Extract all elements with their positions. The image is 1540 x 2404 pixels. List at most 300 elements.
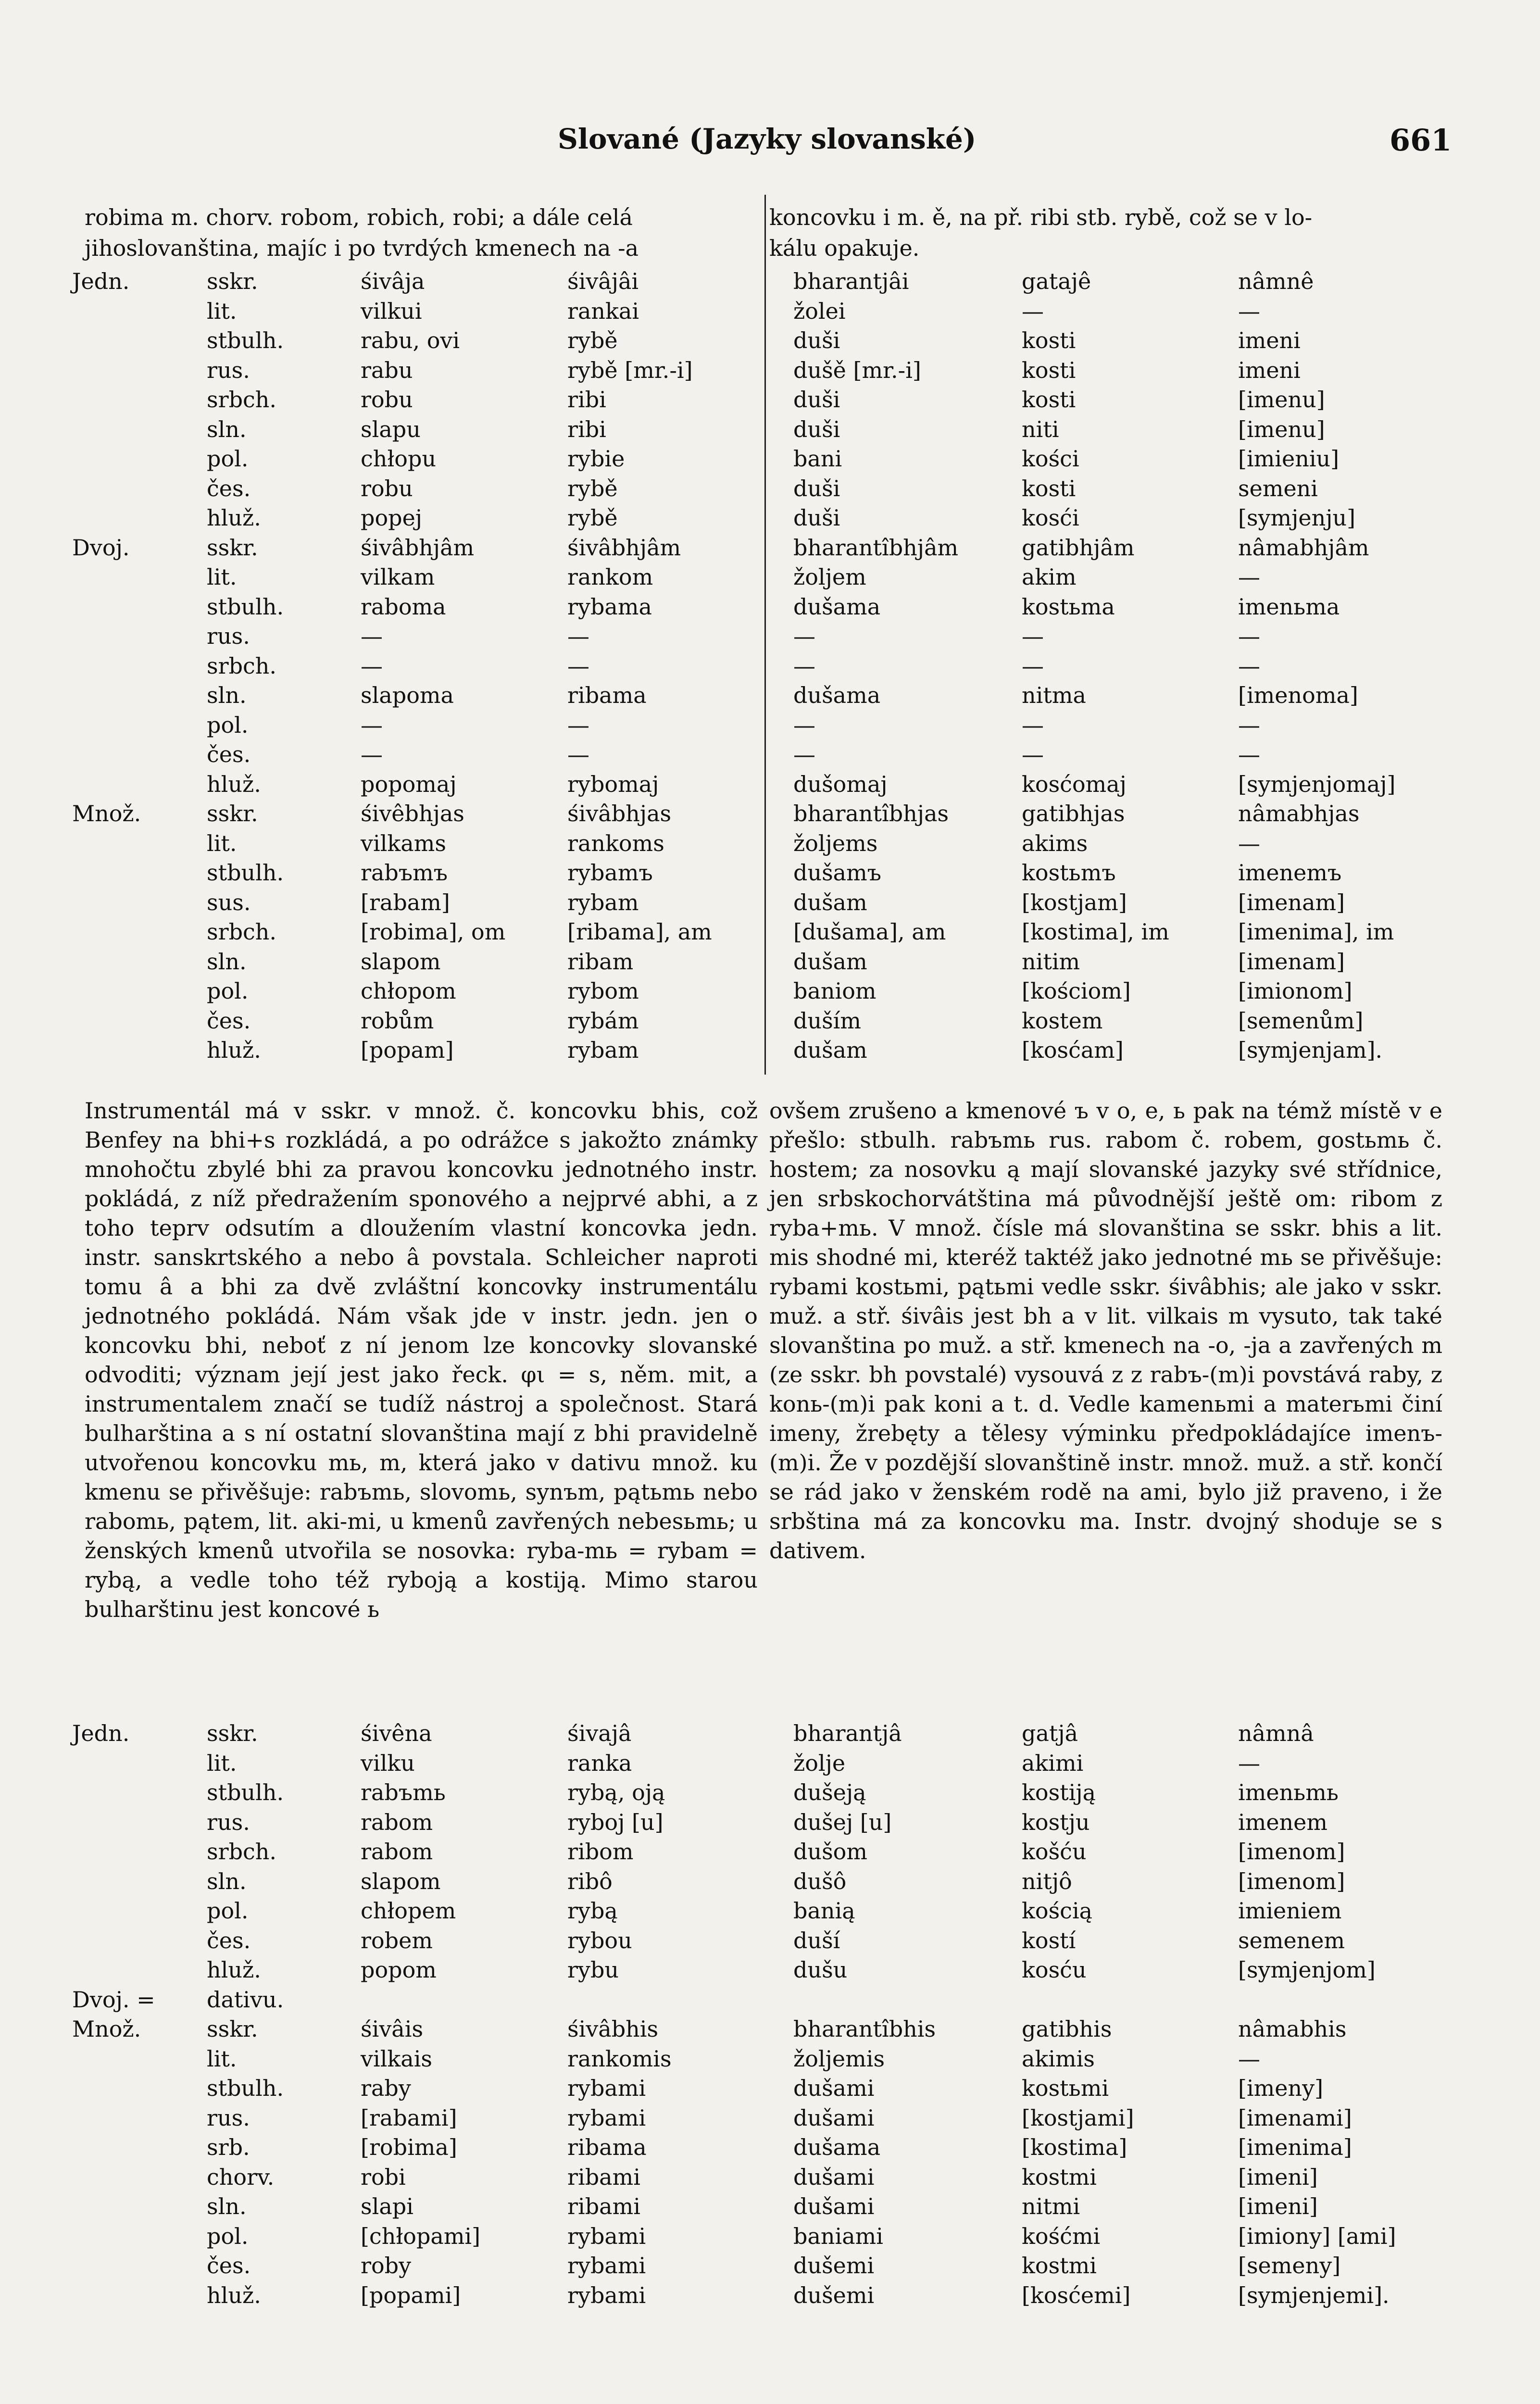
form-cell: — <box>1238 712 1260 738</box>
form-cell: [imenu] <box>1238 416 1325 442</box>
form-cell: rankom <box>567 564 653 590</box>
number-label <box>72 474 207 504</box>
form-cell: kości <box>1022 446 1079 472</box>
form-cell: popom <box>361 1957 437 1983</box>
form-cell: śivâbhis <box>567 2016 659 2042</box>
form-cell: — <box>567 652 589 679</box>
form-cell: dušam <box>793 1037 867 1063</box>
number-label: Množ. <box>72 2016 141 2042</box>
form-cell: [imenu] <box>1238 387 1325 413</box>
number-label <box>72 592 207 622</box>
form-cell: nitma <box>1022 682 1086 708</box>
form-cell: śivâjâi <box>567 268 639 294</box>
form-cell: — <box>361 623 383 649</box>
form-cell: chłopu <box>361 446 437 472</box>
form-cell: ribom <box>567 1839 634 1865</box>
form-cell: duší <box>793 1927 840 1953</box>
form-cell: rybie <box>567 446 625 472</box>
form-cell: slapom <box>361 948 441 975</box>
form-cell: kosći <box>1022 505 1079 531</box>
form-cell: — <box>1022 741 1044 767</box>
form-cell <box>793 1985 1022 2015</box>
form-cell: vilkam <box>361 564 435 590</box>
number-label: Množ. <box>72 801 141 826</box>
form-cell: rybami <box>567 2104 646 2131</box>
form-cell: dušami <box>793 2075 875 2101</box>
table-row <box>72 1036 1440 1065</box>
form-cell: rybami <box>567 2223 646 2249</box>
language-label: stbulh. <box>207 593 284 620</box>
number-label <box>72 651 207 681</box>
form-cell: rybam <box>567 889 639 915</box>
form-cell: popej <box>361 505 423 531</box>
form-cell: — <box>361 712 383 738</box>
language-label: sus. <box>207 889 251 915</box>
form-cell: dušama <box>793 2134 881 2160</box>
table-row <box>72 2074 1440 2104</box>
form-cell: — <box>793 623 815 649</box>
form-cell: rybami <box>567 2075 646 2101</box>
form-cell: imeni <box>1238 327 1301 353</box>
form-cell: imenem <box>1238 1809 1328 1835</box>
form-cell: nâmnê <box>1238 268 1314 294</box>
form-cell: rybama <box>567 593 652 620</box>
form-cell: — <box>793 741 815 767</box>
form-cell: ribama <box>567 2134 647 2160</box>
number-label <box>72 1837 207 1867</box>
language-label: čes. <box>207 741 251 767</box>
form-cell: śivâis <box>361 2016 424 2042</box>
language-label: srbch. <box>207 919 277 945</box>
form-cell: kostьmъ <box>1022 860 1116 886</box>
form-cell: [imieniu] <box>1238 446 1340 472</box>
table-row <box>72 651 1440 681</box>
form-cell: duši <box>793 505 840 531</box>
language-label: stbulh. <box>207 327 284 353</box>
table-row <box>72 2251 1440 2281</box>
form-cell: [ribama], am <box>567 919 712 945</box>
form-cell: [imenami] <box>1238 2104 1352 2131</box>
form-cell: [rabam] <box>361 889 450 915</box>
form-cell: akimis <box>1022 2045 1095 2072</box>
language-label: stbulh. <box>207 1779 284 1805</box>
form-cell: vilkui <box>361 298 422 324</box>
form-cell: nâmabhjâm <box>1238 534 1369 561</box>
table-row <box>72 1749 1440 1778</box>
number-label <box>72 917 207 947</box>
form-cell: imieniem <box>1238 1898 1342 1924</box>
number-label <box>72 2281 207 2311</box>
language-label: sskr. <box>207 1720 258 1746</box>
table-row <box>72 297 1440 326</box>
number-label <box>72 947 207 977</box>
table-row <box>72 444 1440 474</box>
page-number: 661 <box>1390 123 1452 158</box>
form-cell: semenem <box>1238 1927 1345 1953</box>
table-row <box>72 799 1440 829</box>
table-row <box>72 1955 1440 1985</box>
instrumental-text-left <box>85 1096 758 1624</box>
language-label: lit. <box>207 564 237 590</box>
form-cell: slapoma <box>361 682 454 708</box>
number-label <box>72 1778 207 1808</box>
form-cell: rabu <box>361 357 413 383</box>
language-label: sln. <box>207 2193 247 2219</box>
form-cell: žolei <box>793 298 846 324</box>
form-cell: ribi <box>567 416 606 442</box>
form-cell: kosti <box>1022 387 1076 413</box>
form-cell: dušeją <box>793 1779 866 1805</box>
language-label: lit. <box>207 298 237 324</box>
form-cell: [symjenjemi]. <box>1238 2282 1390 2308</box>
form-cell: gatibhjâm <box>1022 534 1135 561</box>
language-label: pol. <box>207 712 249 738</box>
form-cell: žoljems <box>793 830 878 856</box>
form-cell: rankoms <box>567 830 664 856</box>
form-cell: — <box>1022 652 1044 679</box>
number-label <box>72 681 207 711</box>
form-cell: imenьmь <box>1238 1779 1339 1805</box>
number-label <box>72 2251 207 2281</box>
language-label: hluž. <box>207 1957 261 1983</box>
form-cell: śivêna <box>361 1720 432 1746</box>
form-cell: košću <box>1022 1839 1087 1865</box>
form-cell: ribam <box>567 948 634 975</box>
form-cell: nâmabhjas <box>1238 801 1360 826</box>
form-cell: robi <box>361 2164 406 2190</box>
form-cell: robu <box>361 387 413 413</box>
form-cell: — <box>1238 564 1260 590</box>
form-cell: [robima] <box>361 2134 457 2160</box>
number-label <box>72 444 207 474</box>
table-row <box>72 2133 1440 2163</box>
number-label <box>72 2192 207 2222</box>
form-cell: rybomaj <box>567 771 659 797</box>
form-cell: [chłopami] <box>361 2223 481 2249</box>
form-cell: [imenima] <box>1238 2134 1352 2160</box>
form-cell: kostьma <box>1022 593 1115 620</box>
number-label <box>72 415 207 445</box>
form-cell: robem <box>361 1927 433 1953</box>
language-label: sln. <box>207 1868 247 1894</box>
number-label <box>72 2133 207 2163</box>
form-cell: [semenům] <box>1238 1007 1364 1034</box>
form-cell: — <box>1238 623 1260 649</box>
form-cell: — <box>1238 1750 1260 1776</box>
form-cell: duším <box>793 1007 862 1034</box>
language-label: stbulh. <box>207 860 284 886</box>
language-label: sskr. <box>207 801 258 826</box>
number-label <box>72 1749 207 1778</box>
form-cell: kostí <box>1022 1927 1076 1953</box>
form-cell: rybą <box>567 1898 618 1924</box>
form-cell <box>361 1985 567 2015</box>
form-cell: [symjenju] <box>1238 505 1356 531</box>
number-label <box>72 2074 207 2104</box>
form-cell: kością <box>1022 1898 1093 1924</box>
form-cell: [dušama], am <box>793 919 946 945</box>
form-cell: dušom <box>793 1839 867 1865</box>
form-cell: bharantjâi <box>793 268 909 294</box>
form-cell: rybě [mr.-i] <box>567 357 693 383</box>
number-label <box>72 888 207 918</box>
form-cell: [imenam] <box>1238 889 1345 915</box>
number-label: Jedn. <box>72 268 130 294</box>
language-label: čes. <box>207 475 251 501</box>
form-cell: [popami] <box>361 2282 461 2308</box>
form-cell: bharantjâ <box>793 1720 902 1746</box>
language-label: sln. <box>207 416 247 442</box>
number-label <box>72 1867 207 1897</box>
table-row <box>72 1719 1440 1749</box>
table-row <box>72 681 1440 711</box>
table-row <box>72 2104 1440 2133</box>
form-cell: ribami <box>567 2193 640 2219</box>
form-cell: slapom <box>361 1868 441 1894</box>
table-row <box>72 2044 1440 2074</box>
table-row <box>72 2163 1440 2192</box>
form-cell: imenьma <box>1238 593 1340 620</box>
intro-line: jihoslovanština, majíc i po tvrdých kmenech na -a <box>85 235 639 261</box>
form-cell: [symjenjomaj] <box>1238 771 1396 797</box>
form-cell: rybom <box>567 978 639 1004</box>
form-cell <box>567 1985 793 2015</box>
form-cell: śivâbhjâm <box>361 534 475 561</box>
form-cell: akims <box>1022 830 1088 856</box>
form-cell: ribô <box>567 1868 613 1894</box>
form-cell: [kosćemi] <box>1022 2282 1131 2308</box>
form-cell: [robima], om <box>361 919 506 945</box>
form-cell: žoljemis <box>793 2045 885 2072</box>
number-label <box>72 829 207 859</box>
form-cell: dušam <box>793 889 867 915</box>
number-label <box>72 1808 207 1838</box>
form-cell: [imeni] <box>1238 2193 1318 2219</box>
table-row <box>72 829 1440 859</box>
number-label <box>72 1955 207 1985</box>
language-label: hluž. <box>207 505 261 531</box>
form-cell: — <box>1238 2045 1260 2072</box>
form-cell: robům <box>361 1007 434 1034</box>
form-cell <box>1022 1985 1238 2015</box>
number-label: Jedn. <box>72 1720 130 1746</box>
form-cell: chłopem <box>361 1898 456 1924</box>
form-cell: [kościom] <box>1022 978 1131 1004</box>
form-cell: dušama <box>793 682 881 708</box>
form-cell: žolje <box>793 1750 846 1776</box>
form-cell: dušami <box>793 2193 875 2219</box>
form-cell: [kostjami] <box>1022 2104 1134 2131</box>
form-cell: rybami <box>567 2282 646 2308</box>
form-cell: — <box>1238 652 1260 679</box>
form-cell: duši <box>793 327 840 353</box>
form-cell: rybą, oją <box>567 1779 665 1805</box>
form-cell: akim <box>1022 564 1077 590</box>
form-cell: kośćmi <box>1022 2223 1101 2249</box>
table-row <box>72 356 1440 386</box>
language-label: srb. <box>207 2134 250 2160</box>
form-cell: kostьmi <box>1022 2075 1109 2101</box>
number-label <box>72 622 207 651</box>
form-cell: — <box>1238 298 1260 324</box>
form-cell: dušamъ <box>793 860 881 886</box>
paragraph: Instrumentál má v sskr. v množ. č. koncovku bhis, což Benfey na bhi+s rozkládá, a po odrážce s jakožto známky mnohočtu zbylé bhi za pravou koncovku jednotného instr. pokládá, z níž předražením sponového a nejprvé abhi, a z toho teprv odsutím a dloužením vlastní koncovka jedn. instr. sanskrtského a nebo â povstala. Schleicher naproti tomu â a bhi za dvě zvláštní koncovky instrumentálu jednotného pokládá. Nám však jde v instr. jedn. jen o koncovku bhi, neboť z ní jenom lze koncovky slovanské odvoditi; význam její jest jako řeck. φι = s, něm. mit, a instrumentalem značí se tudíž nástroj a společnost. Stará bulharština a s ní ostatní slovanština mají z bhi pravidelně utvořenou koncovku mь, m, která jako v dativu množ. ku kmenu se přivěšuje: rabъmь, slovomь, synъm, pątьmь nebo rabomь, pątem, lit. aki-mi, u kmenů zavřených nebesьmь; u ženských kmenů utvořila se nosovka: ryba-mь = rybam = rybą, a vedle toho též ryboją a kostiją. Mimo starou bulharštinu jest koncové ь <box>85 1098 758 1622</box>
form-cell: [imenoma] <box>1238 682 1358 708</box>
table-row <box>72 2281 1440 2311</box>
form-cell: rabom <box>361 1809 433 1835</box>
form-cell: rybam <box>567 1037 639 1063</box>
number-label <box>72 1036 207 1065</box>
form-cell: kosćomaj <box>1022 771 1127 797</box>
language-label: čes. <box>207 1927 251 1953</box>
form-cell: kostmi <box>1022 2253 1097 2279</box>
number-label <box>72 1006 207 1036</box>
number-label: Dvoj. = <box>72 1986 155 2013</box>
table-row <box>72 770 1440 800</box>
form-cell: rabъmь <box>361 1779 446 1805</box>
language-label: rus. <box>207 1809 250 1835</box>
form-cell: baniami <box>793 2223 883 2249</box>
intro-line: kálu opakuje. <box>769 235 920 261</box>
form-cell: dušej [u] <box>793 1809 892 1835</box>
table-row <box>72 592 1440 622</box>
form-cell: duši <box>793 475 840 501</box>
intro-left <box>85 202 758 263</box>
form-cell: nitmi <box>1022 2193 1080 2219</box>
form-cell: — <box>793 712 815 738</box>
language-label: rus. <box>207 2104 250 2131</box>
form-cell: nâmabhis <box>1238 2016 1347 2042</box>
form-cell: [semeny] <box>1238 2253 1341 2279</box>
form-cell: niti <box>1022 416 1059 442</box>
language-label: pol. <box>207 1898 249 1924</box>
table-row <box>72 385 1440 415</box>
form-cell: — <box>567 741 589 767</box>
form-cell: [kostjam] <box>1022 889 1127 915</box>
form-cell <box>1238 1985 1440 2015</box>
table-row <box>72 2192 1440 2222</box>
form-cell: žoljem <box>793 564 866 590</box>
form-cell: śivâbhjas <box>567 801 672 826</box>
form-cell: [imeni] <box>1238 2164 1318 2190</box>
language-label: rus. <box>207 623 250 649</box>
form-cell: vilkais <box>361 2045 433 2072</box>
form-cell: śivâbhjâm <box>567 534 681 561</box>
language-label: sskr. <box>207 534 258 561</box>
table-row <box>72 2222 1440 2252</box>
table-row <box>72 858 1440 888</box>
language-label: chorv. <box>207 2164 275 2190</box>
form-cell: rybu <box>567 1957 619 1983</box>
form-cell: — <box>1238 830 1260 856</box>
form-cell: rybě <box>567 327 618 353</box>
table-row <box>72 326 1440 356</box>
table-row <box>72 917 1440 947</box>
form-cell: — <box>567 712 589 738</box>
form-cell: imenemъ <box>1238 860 1342 886</box>
number-label <box>72 2163 207 2192</box>
number-label <box>72 356 207 386</box>
form-cell: — <box>1022 623 1044 649</box>
form-cell: gatjâ <box>1022 1720 1078 1746</box>
form-cell: dušemi <box>793 2282 875 2308</box>
form-cell: dušama <box>793 593 881 620</box>
form-cell: nâmnâ <box>1238 1720 1314 1746</box>
language-label: stbulh. <box>207 2075 284 2101</box>
form-cell: kosti <box>1022 475 1076 501</box>
table-row <box>72 1837 1440 1867</box>
form-cell: — <box>361 652 383 679</box>
form-cell: kosti <box>1022 327 1076 353</box>
form-cell: vilku <box>361 1750 415 1776</box>
instrumental-text-right <box>769 1096 1442 1565</box>
table-row <box>72 267 1440 297</box>
form-cell: rybamъ <box>567 860 653 886</box>
intro-line: robima m. chorv. robom, robich, robi; a dále celá <box>85 204 633 230</box>
language-label: lit. <box>207 1750 237 1776</box>
form-cell: bani <box>793 446 842 472</box>
language-label: srbch. <box>207 1839 277 1865</box>
page-header <box>0 123 1540 175</box>
language-label: hluž. <box>207 1037 261 1063</box>
table-row <box>72 888 1440 918</box>
language-label: lit. <box>207 830 237 856</box>
form-cell: [kosćam] <box>1022 1037 1124 1063</box>
form-cell: ribi <box>567 387 606 413</box>
form-cell: akimi <box>1022 1750 1084 1776</box>
number-label <box>72 297 207 326</box>
language-label: dativu. <box>207 1986 284 2013</box>
table-row <box>72 563 1440 592</box>
table-row <box>72 1808 1440 1838</box>
form-cell: vilkams <box>361 830 446 856</box>
form-cell: [imiony] [ami] <box>1238 2223 1396 2249</box>
language-label: pol. <box>207 978 249 1004</box>
form-cell: dušě [mr.-i] <box>793 357 921 383</box>
declension-table-instrumental <box>72 1719 1440 2310</box>
form-cell: rankomis <box>567 2045 672 2072</box>
language-label: pol. <box>207 2223 249 2249</box>
form-cell: dušô <box>793 1868 847 1894</box>
form-cell: [imenam] <box>1238 948 1345 975</box>
form-cell: [rabami] <box>361 2104 457 2131</box>
number-label <box>72 711 207 740</box>
language-label: sln. <box>207 948 247 975</box>
form-cell: banią <box>793 1898 855 1924</box>
number-label <box>72 503 207 533</box>
form-cell: nitim <box>1022 948 1080 975</box>
form-cell: rybou <box>567 1927 632 1953</box>
form-cell: śivêbhjas <box>361 801 464 826</box>
form-cell: dušami <box>793 2104 875 2131</box>
language-label: sskr. <box>207 2016 258 2042</box>
intro-line: koncovku i m. ě, na př. ribi stb. rybě, což se v lo- <box>769 204 1313 230</box>
number-label <box>72 1926 207 1956</box>
form-cell: rabъmъ <box>361 860 448 886</box>
form-cell: rankai <box>567 298 639 324</box>
paragraph: ovšem zrušeno a kmenové ъ v o, e, ь pak na témž místě v e přešlo: stbulh. rabъmь rus. rabom č. robem, gostьmь č. hostem; za nosovku ą mají slovanské jazyky své střídnice, jen srbskochorvátština má původnější ještě om: ribom z ryba+mь. V množ. čísle má slovanština se sskr. bhis a lit. mis shodné mi, kteréž taktéž jako jednotné mь se přivěšuje: rybami kostьmi, pątьmi vedle sskr. śivâbhis; ale jako v sskr. muž. a stř. śivâis jest bh a v lit. vilkais m vysuto, tak také slovanština po muž. a stř. kmenech na -o, -ja a zavřených m (ze sskr. bh povstalé) vysouvá z z rabъ-(m)i povstává raby, z konь-(m)i pak koni a t. d. Vedle kamenьmi a materьmi činí imeny, žrebęty a tělesy výminku předpokládajíce imenъ-(m)i. Že v pozdější slovanštině instr. množ. muž. a stř. končí se rád jako v ženském rodě na ami, bylo již praveno, i že srbština má za koncovku ma. Instr. dvojný shoduje se s dativem. <box>769 1098 1442 1564</box>
form-cell: — <box>1022 298 1044 324</box>
form-cell: rybami <box>567 2253 646 2279</box>
language-label: lit. <box>207 2045 237 2072</box>
table-row <box>72 503 1440 533</box>
number-label <box>72 385 207 415</box>
form-cell: [imeny] <box>1238 2075 1324 2101</box>
form-cell: kosću <box>1022 1957 1087 1983</box>
declension-table-dative <box>72 267 1440 1065</box>
language-label: hluž. <box>207 771 261 797</box>
form-cell: gatibhis <box>1022 2016 1112 2042</box>
